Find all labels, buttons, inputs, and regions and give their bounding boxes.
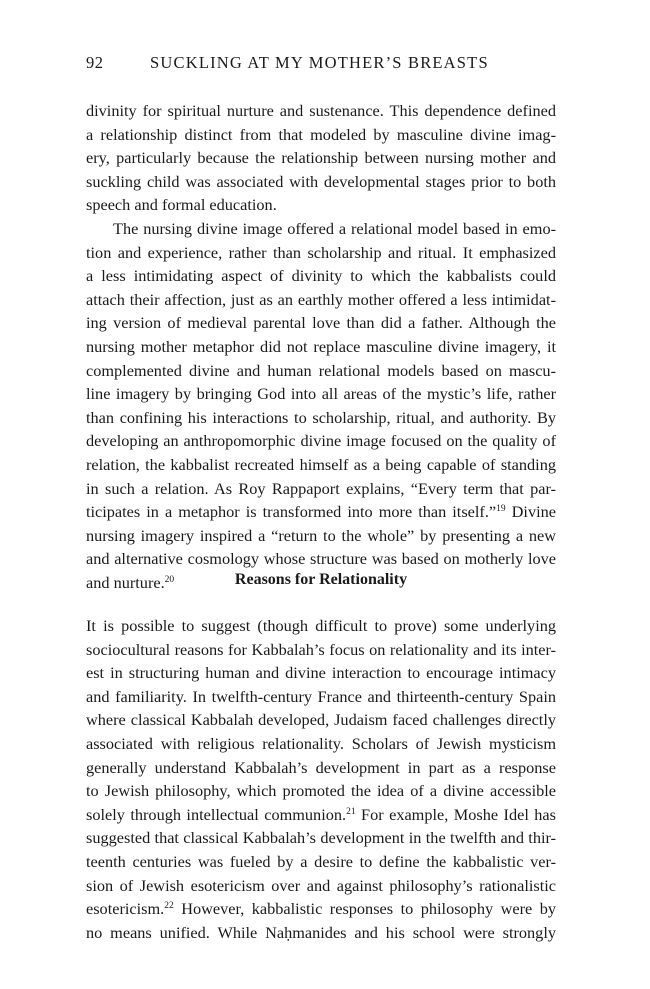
paragraph-1 (86, 99, 556, 217)
text-line: ing version of medieval parental love than did a father. Although the (86, 313, 556, 333)
text-line: nursing imagery inspired a “return to the whole” by presenting a new (86, 525, 556, 545)
footnote-marker: 21 (346, 806, 356, 817)
text-segment: and nurture. (86, 572, 165, 592)
text-line: suckling child was associated with developmental stages prior to both (86, 171, 556, 191)
text-line: generally understand Kabbalah’s development in part as a response (86, 757, 556, 777)
text-segment: However, kabbalistic responses to philosophy were by (173, 899, 556, 919)
text-line: relation, the kabbalist recreated himself as a being capable of standing (86, 454, 556, 474)
text-line: nursing mother metaphor did not replace masculine divine imagery, it (86, 336, 556, 356)
text-line: developing an anthropomorphic divine image focused on the quality of (86, 431, 556, 451)
paragraph-2 (86, 217, 556, 595)
text-line: a relationship distinct from that modeled by masculine divine imag- (86, 124, 556, 144)
text-line: sociocultural reasons for Kabbalah’s focus on relationality and its inter- (86, 639, 556, 659)
text-line: divinity for spiritual nurture and sustenance. This dependence defined (86, 101, 556, 120)
text-segment: For example, Moshe Idel has (355, 804, 556, 824)
footnote-marker: 20 (164, 574, 175, 585)
section-heading: Reasons for Relationality (234, 571, 408, 588)
text-line: to Jewish philosophy, which promoted the idea of a divine accessible (86, 781, 556, 801)
text-line: est in structuring human and divine interaction to encourage intimacy (86, 663, 556, 683)
text-line-with-footnote (86, 803, 556, 827)
text-line: in such a relation. As Roy Rappaport explains, “Every term that par- (86, 478, 556, 498)
text-line: It is possible to suggest (though difficult to prove) some underlying (86, 616, 556, 635)
text-line: teenth centuries was fueled by a desire to define the kabbalistic ver- (86, 851, 556, 871)
text-line: tion and experience, rather than scholarship and ritual. It emphasized (86, 242, 556, 262)
footnote-marker: 19 (496, 504, 506, 515)
text-line-with-footnote (86, 500, 556, 524)
text-segment: Divine (505, 502, 556, 522)
text-line: attach their affection, just as an earthly mother offered a less intimidat- (86, 289, 556, 309)
text-line: a less intimidating aspect of divinity to which the kabbalists could (86, 266, 556, 286)
text-line: ery, particularly because the relationship between nursing mother and (86, 148, 556, 168)
text-segment: esotericism. (86, 899, 165, 919)
text-line: and familiarity. In twelfth-century France and thirteenth-century Spain (86, 686, 556, 706)
text-line-with-footnote (86, 897, 556, 921)
text-line: line imagery by bringing God into all areas of the mystic’s life, rather (86, 384, 556, 404)
running-head (86, 52, 564, 74)
text-line: no means unified. While Naḥmanides and his school were strongly (86, 922, 556, 942)
text-line: complemented divine and human relational models based on mascu- (86, 360, 556, 380)
page-number: 92 (86, 53, 104, 72)
paragraph-3 (86, 614, 556, 944)
text-line: sion of Jewish esotericism over and against philosophy’s rationalistic (86, 875, 556, 895)
text-line: The nursing divine image offered a relational model based in emo- (113, 219, 556, 238)
text-line: where classical Kabbalah developed, Judaism faced challenges directly (86, 710, 556, 730)
text-line: than confining his interactions to scholarship, ritual, and authority. By (86, 407, 556, 427)
text-line: speech and formal education. (86, 195, 277, 215)
text-segment: ticipates in a metaphor is transformed into more than itself.” (86, 502, 497, 522)
text-line: associated with religious relationality. Scholars of Jewish mysticism (86, 733, 556, 753)
footnote-marker: 22 (164, 901, 174, 912)
text-line: and alternative cosmology whose structure was based on motherly love (86, 549, 556, 569)
running-title: SUCKLING AT MY MOTHER’S BREASTS (150, 53, 489, 72)
text-line: suggested that classical Kabbalah’s development in the twelfth and thir- (86, 828, 556, 848)
text-segment: solely through intellectual communion. (86, 804, 347, 824)
